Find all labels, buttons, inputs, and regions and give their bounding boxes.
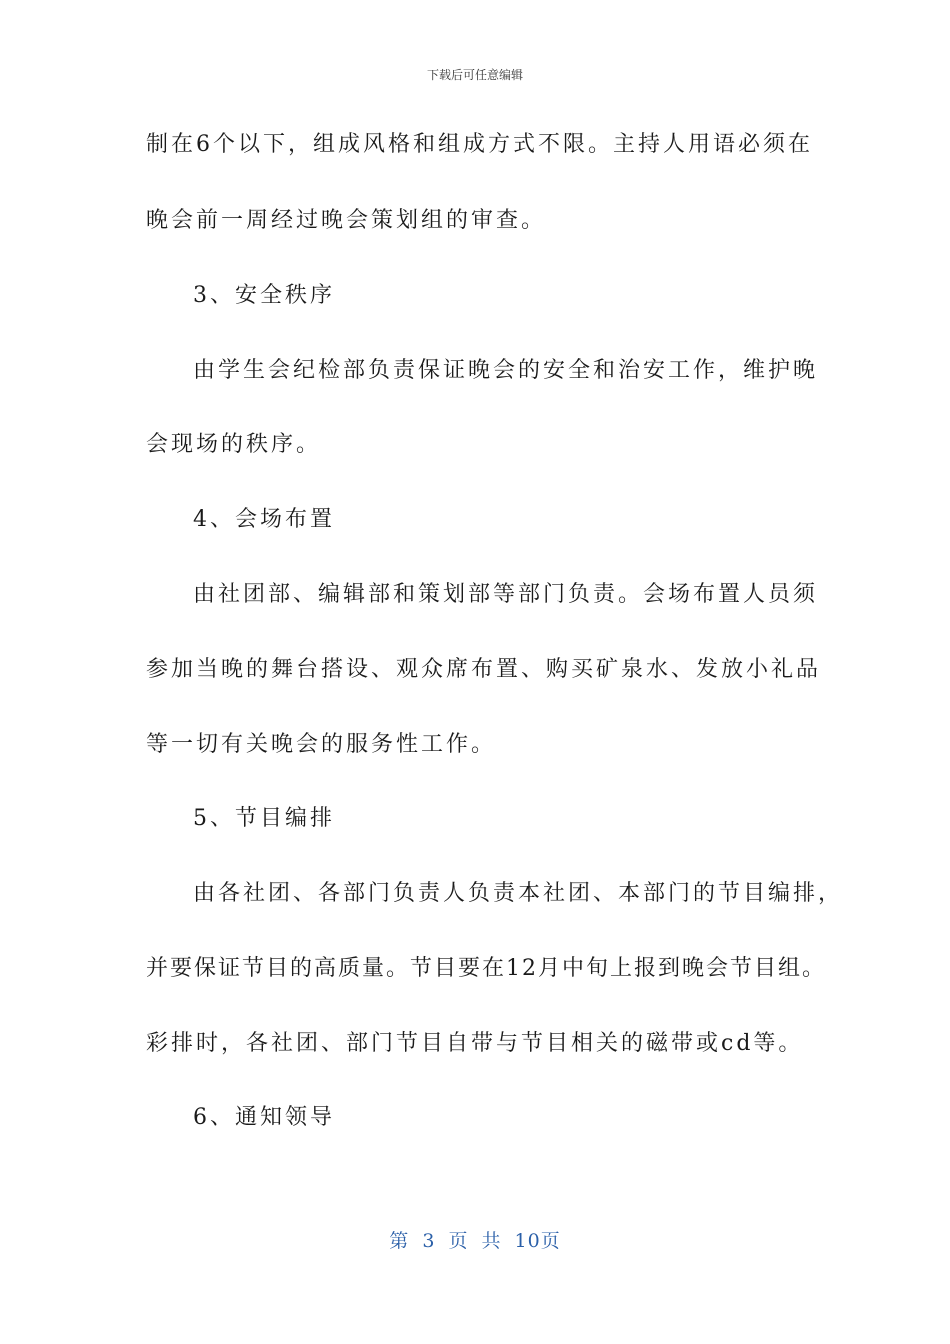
body-line: 由社团部、编辑部和策划部等部门负责。会场布置人员须	[193, 582, 819, 607]
body-line: 等一切有关晚会的服务性工作。	[146, 732, 497, 757]
body-line: 晚会前一周经过晚会策划组的审查。	[146, 208, 547, 233]
body-line: 并要保证节目的高质量。节目要在12月中旬上报到晚会节目组。	[146, 956, 826, 981]
body-line: 由学生会纪检部负责保证晚会的安全和治安工作，维护晚	[193, 358, 819, 383]
body-line: 彩排时，各社团、部门节目自带与节目相关的磁带或cd等。	[146, 1031, 804, 1056]
section-heading: 4、会场布置	[193, 507, 335, 532]
section-heading: 3、安全秩序	[193, 283, 335, 308]
body-line: 参加当晚的舞台搭设、观众席布置、购买矿泉水、发放小礼品	[146, 657, 822, 682]
page-header: 下载后可任意编辑	[426, 68, 523, 82]
body-line: 由各社团、各部门负责人负责本社团、本部门的节目编排，	[193, 881, 844, 906]
page-number-footer: 第 3 页 共 10页	[389, 1230, 561, 1252]
section-heading: 5、节目编排	[193, 806, 335, 831]
body-line: 会现场的秩序。	[146, 432, 322, 457]
body-line: 制在6个以下，组成风格和组成方式不限。主持人用语必须在	[146, 132, 813, 157]
section-heading: 6、通知领导	[193, 1105, 335, 1130]
